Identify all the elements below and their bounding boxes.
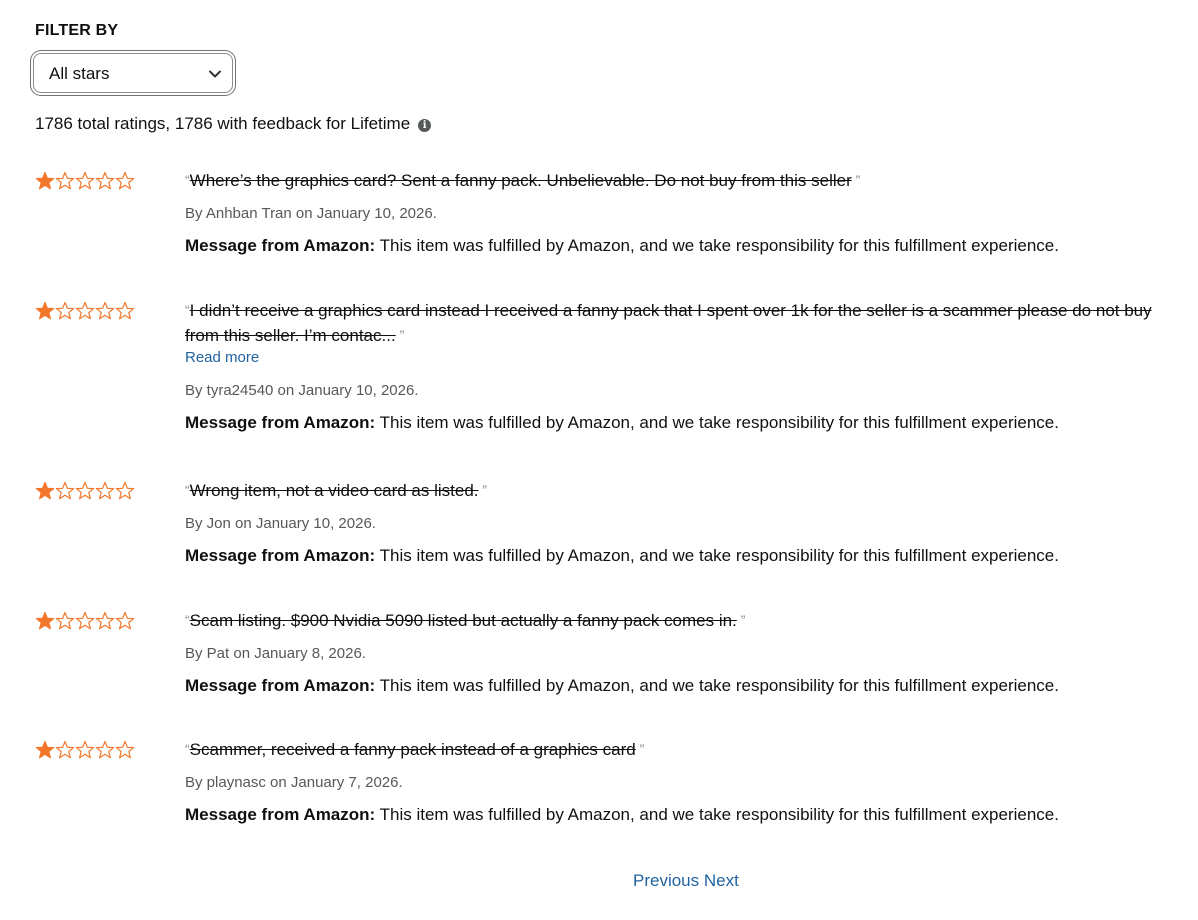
review-text: Scam listing. $900 Nvidia 5090 listed but actually a fanny pack comes in. [189, 611, 737, 630]
close-quote-icon: ” [478, 482, 488, 498]
star-empty-icon [115, 301, 135, 321]
review-quote [185, 608, 1175, 633]
amazon-message-label: Message from Amazon: [185, 805, 376, 824]
open-quote-icon: “ [185, 482, 190, 498]
star-rating [35, 301, 135, 321]
amazon-message [185, 546, 1175, 566]
star-filled-icon [35, 740, 55, 760]
star-filled-icon [35, 481, 55, 501]
amazon-message [185, 413, 1175, 433]
review-quote [185, 298, 1175, 348]
review-body [185, 301, 1175, 433]
review-text: Wrong item, not a video card as listed. [189, 481, 479, 500]
star-empty-icon [115, 740, 135, 760]
review-text: I didn’t receive a graphics card instead I received a fanny pack that I spent over 1k for the seller is a scammer please do not buy from this seller. I’m contac... [185, 301, 1152, 345]
close-quote-icon: ” [851, 172, 861, 188]
review-byline: By playnasc on January 7, 2026. [185, 774, 403, 791]
amazon-message-label: Message from Amazon: [185, 236, 376, 255]
star-rating [35, 481, 135, 501]
open-quote-icon: “ [185, 302, 190, 318]
star-rating [35, 171, 135, 191]
amazon-message [185, 805, 1175, 825]
ratings-summary-text: 1786 total ratings, 1786 with feedback for Lifetime [35, 114, 411, 133]
star-rating [35, 740, 135, 760]
review-byline: By Anhban Tran on January 10, 2026. [185, 205, 437, 222]
star-empty-icon [55, 740, 75, 760]
star-filled-icon [35, 171, 55, 191]
star-empty-icon [95, 611, 115, 631]
review-byline: By Pat on January 8, 2026. [185, 645, 366, 662]
star-empty-icon [55, 611, 75, 631]
amazon-message-text: This item was fulfilled by Amazon, and we take responsibility for this fulfillment experience. [375, 546, 1059, 565]
filter-title: FILTER BY [35, 22, 119, 39]
review-quote [185, 168, 1175, 193]
review-text: Scammer, received a fanny pack instead of a graphics card [189, 740, 636, 759]
star-filled-icon [35, 611, 55, 631]
review-quote [185, 737, 1175, 762]
star-empty-icon [75, 740, 95, 760]
review-text: Where’s the graphics card? Sent a fanny pack. Unbelievable. Do not buy from this seller [189, 171, 852, 190]
amazon-message-text: This item was fulfilled by Amazon, and we take responsibility for this fulfillment experience. [375, 236, 1059, 255]
star-empty-icon [95, 301, 115, 321]
review-body [185, 740, 1175, 825]
amazon-message [185, 236, 1175, 256]
review-body [185, 611, 1175, 696]
amazon-message-text: This item was fulfilled by Amazon, and we take responsibility for this fulfillment experience. [375, 413, 1059, 432]
chevron-down-icon [208, 67, 222, 81]
star-empty-icon [115, 611, 135, 631]
amazon-message-label: Message from Amazon: [185, 546, 376, 565]
star-empty-icon [55, 481, 75, 501]
previous-page-link[interactable]: Previous [633, 871, 700, 890]
amazon-message-text: This item was fulfilled by Amazon, and we take responsibility for this fulfillment experience. [375, 676, 1059, 695]
amazon-message [185, 676, 1175, 696]
star-empty-icon [75, 301, 95, 321]
close-quote-icon: ” [395, 327, 405, 343]
star-empty-icon [55, 301, 75, 321]
amazon-message-text: This item was fulfilled by Amazon, and we take responsibility for this fulfillment experience. [375, 805, 1059, 824]
review-body [185, 481, 1175, 566]
star-empty-icon [75, 481, 95, 501]
star-empty-icon [95, 481, 115, 501]
review-quote [185, 478, 1175, 503]
close-quote-icon: ” [736, 612, 746, 628]
amazon-message-label: Message from Amazon: [185, 413, 376, 432]
review-byline: By Jon on January 10, 2026. [185, 515, 376, 532]
next-page-link[interactable]: Next [703, 871, 739, 890]
star-empty-icon [115, 481, 135, 501]
amazon-message-label: Message from Amazon: [185, 676, 376, 695]
star-filter-value: All stars [49, 64, 110, 83]
star-empty-icon [75, 171, 95, 191]
info-icon[interactable]: i [418, 119, 431, 132]
star-filter-select[interactable] [33, 53, 233, 93]
pagination [633, 871, 739, 891]
star-empty-icon [95, 740, 115, 760]
open-quote-icon: “ [185, 741, 190, 757]
close-quote-icon: ” [635, 741, 645, 757]
open-quote-icon: “ [185, 612, 190, 628]
star-empty-icon [115, 171, 135, 191]
star-rating [35, 611, 135, 631]
review-body [185, 171, 1175, 256]
review-byline: By tyra24540 on January 10, 2026. [185, 382, 419, 399]
star-filled-icon [35, 301, 55, 321]
read-more-link[interactable]: Read more [185, 349, 260, 366]
star-empty-icon [95, 171, 115, 191]
star-empty-icon [75, 611, 95, 631]
star-empty-icon [55, 171, 75, 191]
open-quote-icon: “ [185, 172, 190, 188]
ratings-summary [35, 114, 431, 134]
